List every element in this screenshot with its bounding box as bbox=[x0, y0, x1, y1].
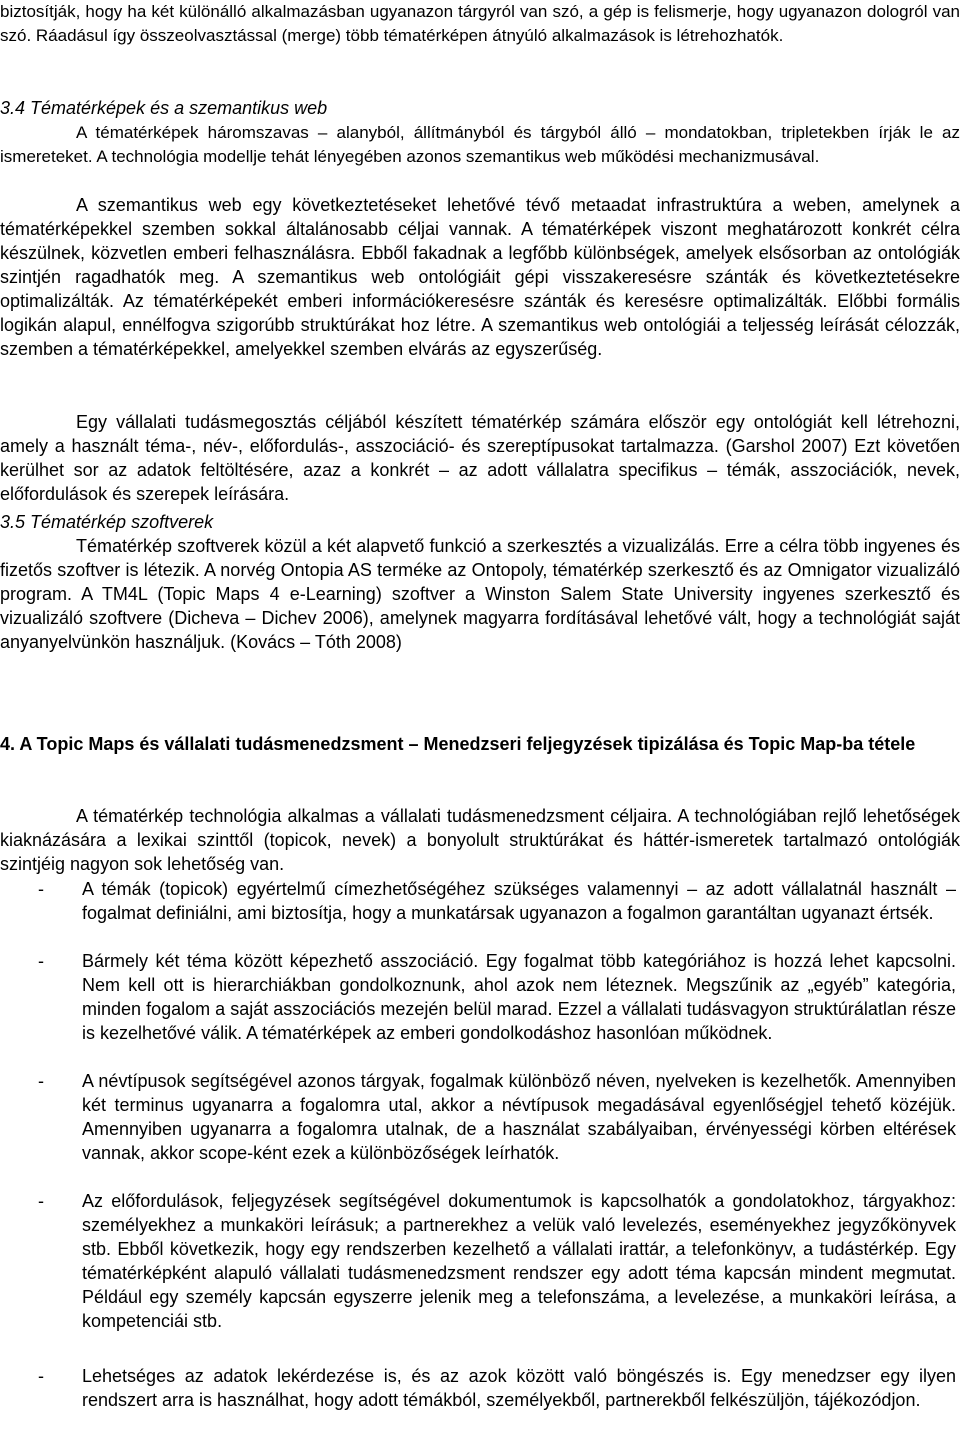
list-item-text: Bármely két téma között képezhető asszociáció. Egy fogalmat több kategóriához is hozzá lehet kapcsolni. Nem kell ott is hierarchiákban gondolkoznunk, ahol azok nem léteznek. Megszűnik az „egyéb” kategória, minden fogalom a saját asszociációs mezején belül marad. Ezzel a vállalati tudásvagyon struktúrálatlan része is kezelhetővé válik. A tématérképek az emberi gondolkodáshoz hasonlóan működnek. bbox=[82, 951, 956, 1043]
list-item-text: Lehetséges az adatok lekérdezése is, és az azok között való böngészés is. Egy menedzser egy ilyen rendszert arra is használhat, hogy adott témákból, személyekből, partnerekből felkészüljön, tájékozódjon. bbox=[82, 1366, 956, 1410]
section-3-5-heading: 3.5 Tématérkép szoftverek bbox=[0, 512, 214, 532]
list-item-text: A névtípusok segítségével azonos tárgyak, fogalmak különböző néven, nyelveken is kezelhetők. Amennyiben két terminus ugyanarra a fogalomra utal, akkor a névtípusok megadásával egyenlőségjel tehető közéjük. Amennyiben ugyanarra a fogalomra utalnak, de a használat szabályaiban, érvényességi körben eltérések vannak, akkor scope-ként ezek a különbözőségek leírhatók. bbox=[82, 1071, 956, 1163]
list-item-text: Az előfordulások, feljegyzések segítségével dokumentumok is kapcsolhatók a gondolatokhoz, tárgyakhoz: személyekhez a munkaköri leírásuk; a partnerekhez a velük való levelezés, eseményekhez jegyzőkönyvek stb. Ebből következik, hogy egy rendszerben kezelhető a vállalati irattár, a telefonkönyv, a tudástérkép. Egy tématérképként alapuló vállalati tudásmenedzsment rendszer egy adott téma kapcsán mindent megmutat. Például egy személy kapcsán egyszerre jelenik meg a telefonszáma, a levelezése, a munkaköri leírása, a kompetenciái stb. bbox=[82, 1191, 956, 1331]
bullet-dash: - bbox=[38, 951, 44, 971]
section-3-5-paragraph: Tématérkép szoftverek közül a két alapvető funkció a szerkesztés a vizualizálás. Erre a célra több ingyenes és fizetős szoftver is létezik. A norvég Ontopia AS terméke az Ontopoly, tématérkép szerkesztő és az Omnigator vizualizáló program. A TM4L (Topic Maps 4 e-Learning) szoftver a Winston Salem State University ingyenes szerkesztő és vizualizáló szoftvere (Dicheva – Dichev 2006), amelynek magyarra fordításával lehetővé vált, hogy a technológiát saját anyanyelvünkön használjuk. (Kovács – Tóth 2008) bbox=[0, 536, 960, 652]
bullet-dash: - bbox=[38, 1191, 44, 1211]
bullet-dash: - bbox=[38, 1071, 44, 1091]
section-4-paragraph: A tématérkép technológia alkalmas a vállalati tudásmenedzsment céljaira. A technológiában rejlő lehetőségek kiaknázására a lexikai szinttől (topicok, nevek) a bonyolult struktúrákat és háttér-ismeretek tartalmazó ontológiák szintjéig nagyon sok lehetőség van. bbox=[0, 806, 960, 874]
continuation-paragraph: biztosítják, hogy ha két különálló alkalmazásban ugyanazon tárgyról van szó, a gép is felismerje, hogy ugyanazon dologról van szó. Ráadásul így összeolvasztással (merge) több tématérképen átnyúló alkalmazások is létrehozhatók. bbox=[0, 2, 960, 45]
list-item-text: A témák (topicok) egyértelmű címezhetőségéhez szükséges valamennyi – az adott vállalatnál használt – fogalmat definiálni, ami biztosítja, hogy a munkatársak ugyanazon a fogalmon garantáltan ugyanazt értsék. bbox=[82, 879, 956, 923]
section-4-heading: 4. A Topic Maps és vállalati tudásmenedzsment – Menedzseri feljegyzések tipizálása és Topic Map-ba tétele bbox=[0, 734, 916, 754]
section-3-4-paragraph-1: A tématérképek háromszavas – alanyból, állítmányból és tárgyból álló – mondatokban, tripletekben írják le az ismereteket. A technológia modellje tehát lényegében azonos szemantikus web működési mechanizmusával. bbox=[0, 123, 960, 166]
bullet-dash: - bbox=[38, 879, 44, 899]
section-3-4-paragraph-2: A szemantikus web egy következtetéseket lehetővé tévő metaadat infrastruktúra a weben, amelynek a tématérképekkel szemben sokkal általánosabb céljai vannak. A tématérképek viszont meghatározott konkrét célra készülnek, közvetlen emberi felhasználásra. Ebből fakadnak a legfőbb különbségek, amelyek elsősorban az ontológiák szintjén ragadhatók meg. A szemantikus web ontológiáit gépi visszakeresésre szánták és következtetésekre optimalizálták. Az tématérképekét emberi információkeresésre szánták és keresésre optimalizálták. Előbbi formális logikán alapul, ennélfogva szigorúbb struktúrákat hoz létre. A szemantikus web ontológiái a teljesség leírását célozzák, szemben a tématérképekkel, amelyekkel szemben elvárás az egyszerűség. bbox=[0, 195, 960, 359]
section-3-4-heading: 3.4 Tématérképek és a szemantikus web bbox=[0, 98, 328, 118]
section-3-4-paragraph-3: Egy vállalati tudásmegosztás céljából készített tématérkép számára először egy ontológiát kell létrehozni, amely a használt téma-, név-, előfordulás-, asszociáció- és szereptípusokat tartalmazza. (Garshol 2007) Ezt követően kerülhet sor az adatok feltöltésére, azaz a konkrét – az adott vállalatra specifikus – témák, asszociációk, nevek, előfordulások és szerepek leírására. bbox=[0, 412, 960, 504]
bullet-dash: - bbox=[38, 1366, 44, 1386]
